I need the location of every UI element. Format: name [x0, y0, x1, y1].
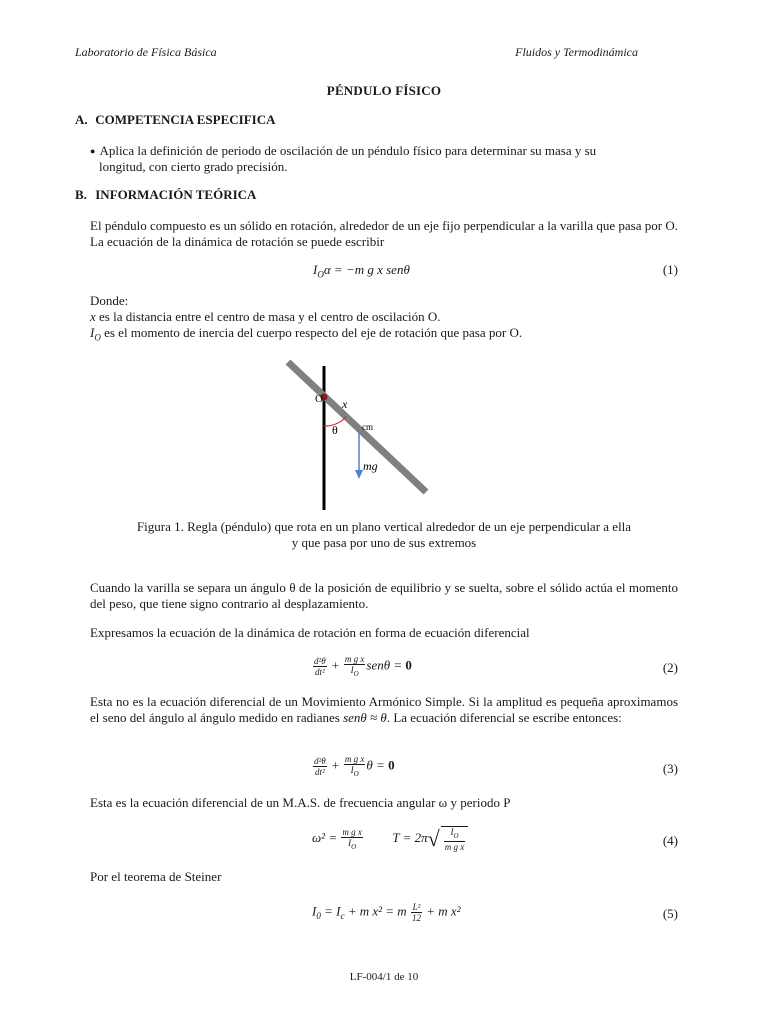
- intro-paragraph: El péndulo compuesto es un sólido en rotación, alrededor de un eje fijo perpendicular a la varilla que pasa por O. La ecuación de la dinámica de rotación se puede escribir: [90, 218, 678, 249]
- page-footer: LF-004/1 de 10: [349, 971, 419, 983]
- var-i: I: [90, 325, 95, 340]
- section-b-title: INFORMACIÓN TEÓRICA: [95, 187, 257, 202]
- section-a-letter: A.: [75, 112, 88, 127]
- section-a-title: COMPETENCIA ESPECIFICA: [95, 112, 276, 127]
- mas-paragraph: [90, 694, 678, 726]
- equation-1: $I_O\alpha = -m$ g x senθ: [313, 262, 410, 280]
- mas-text-b: . La ecuación diferencial se escribe entonces:: [386, 710, 622, 725]
- bullet-line-2: longitud, con cierto grado precisión.: [99, 159, 288, 174]
- section-b-heading: [75, 187, 256, 203]
- bullet-text-1: Aplica la definición de periodo de oscilación de un péndulo físico para determinar su masa y su: [99, 143, 597, 158]
- definition-i: [90, 325, 522, 346]
- figure-caption-line-2: y que pasa por uno de sus extremos: [291, 535, 477, 550]
- equation-5-number: (5): [662, 906, 678, 921]
- donde-label: Donde:: [90, 293, 129, 308]
- pendulum-figure: [270, 350, 450, 515]
- equation-3-number: (3): [662, 761, 678, 776]
- equation-4-number: (4): [662, 833, 678, 848]
- var-x: x: [90, 309, 96, 324]
- label-mg: mg: [363, 459, 378, 473]
- equation-5: $I_0 = I_c + m$ x² = m $\frac{\text{L²}}{12}$ + m x²: [312, 902, 461, 923]
- equation-2-number: (2): [662, 660, 678, 675]
- bullet-icon: ●: [90, 146, 96, 156]
- header-left: Laboratorio de Física Básica: [75, 45, 217, 59]
- label-x: x: [342, 397, 348, 411]
- equation-2: $\frac{\text{d²θ}}{\text{dt²}}$ + $\frac{\text{m g x}}{I_O}$ senθ = 0: [314, 654, 412, 678]
- equation-1-number: (1): [662, 262, 678, 277]
- var-i-subscript: O: [94, 332, 101, 343]
- displacement-paragraph: Cuando la varilla se separa un ángulo θ de la posición de equilibrio y se suelta, sobre el sólido actúa el momento del peso, que tiene signo contrario al desplazamiento.: [90, 580, 678, 611]
- header-right: Fluidos y Termodinámica: [515, 45, 638, 59]
- mas-text-a: Esta no es la ecuación diferencial de un Movimiento Armónico Simple. Si la amplitud es pequeña aproximamos el seno del ángulo al ángulo medido en radianes: [90, 694, 678, 725]
- equation-4: ω² = $\frac{\text{m g x}}{I_O}$ T = 2π√ $\frac{I_O}{\text{m g x}}$: [312, 826, 468, 852]
- section-a-heading: [75, 112, 275, 128]
- definition-x-text: es la distancia entre el centro de masa y el centro de oscilación O.: [95, 309, 441, 324]
- definition-i-text: es el momento de inercia del cuerpo respecto del eje de rotación que pasa por O.: [100, 325, 523, 340]
- mas-math: senθ ≈ θ: [343, 710, 387, 725]
- label-o: O: [315, 393, 323, 405]
- figure-caption-line-1: Figura 1. Regla (péndulo) que rota en un plano vertical alrededor de un eje perpendicular a ella: [136, 519, 632, 534]
- label-cm: cm: [362, 422, 373, 432]
- diffeq-paragraph: Expresamos la ecuación de la dinámica de rotación en forma de ecuación diferencial: [90, 625, 530, 640]
- page-title: PÉNDULO FÍSICO: [326, 83, 442, 98]
- bullet-line-1: [90, 143, 596, 159]
- steiner-paragraph: Por el teorema de Steiner: [90, 869, 222, 884]
- equation-3: $\frac{\text{d²θ}}{\text{dt²}}$ + $\frac{\text{m g x}}{I_O}$ θ = 0: [314, 754, 395, 778]
- frequency-paragraph: Esta es la ecuación diferencial de un M.A.S. de frecuencia angular ω y periodo P: [90, 795, 511, 810]
- weight-arrow-head: [355, 470, 363, 479]
- label-theta: θ: [332, 423, 338, 437]
- section-b-letter: B.: [75, 187, 87, 202]
- definition-x: [90, 309, 441, 325]
